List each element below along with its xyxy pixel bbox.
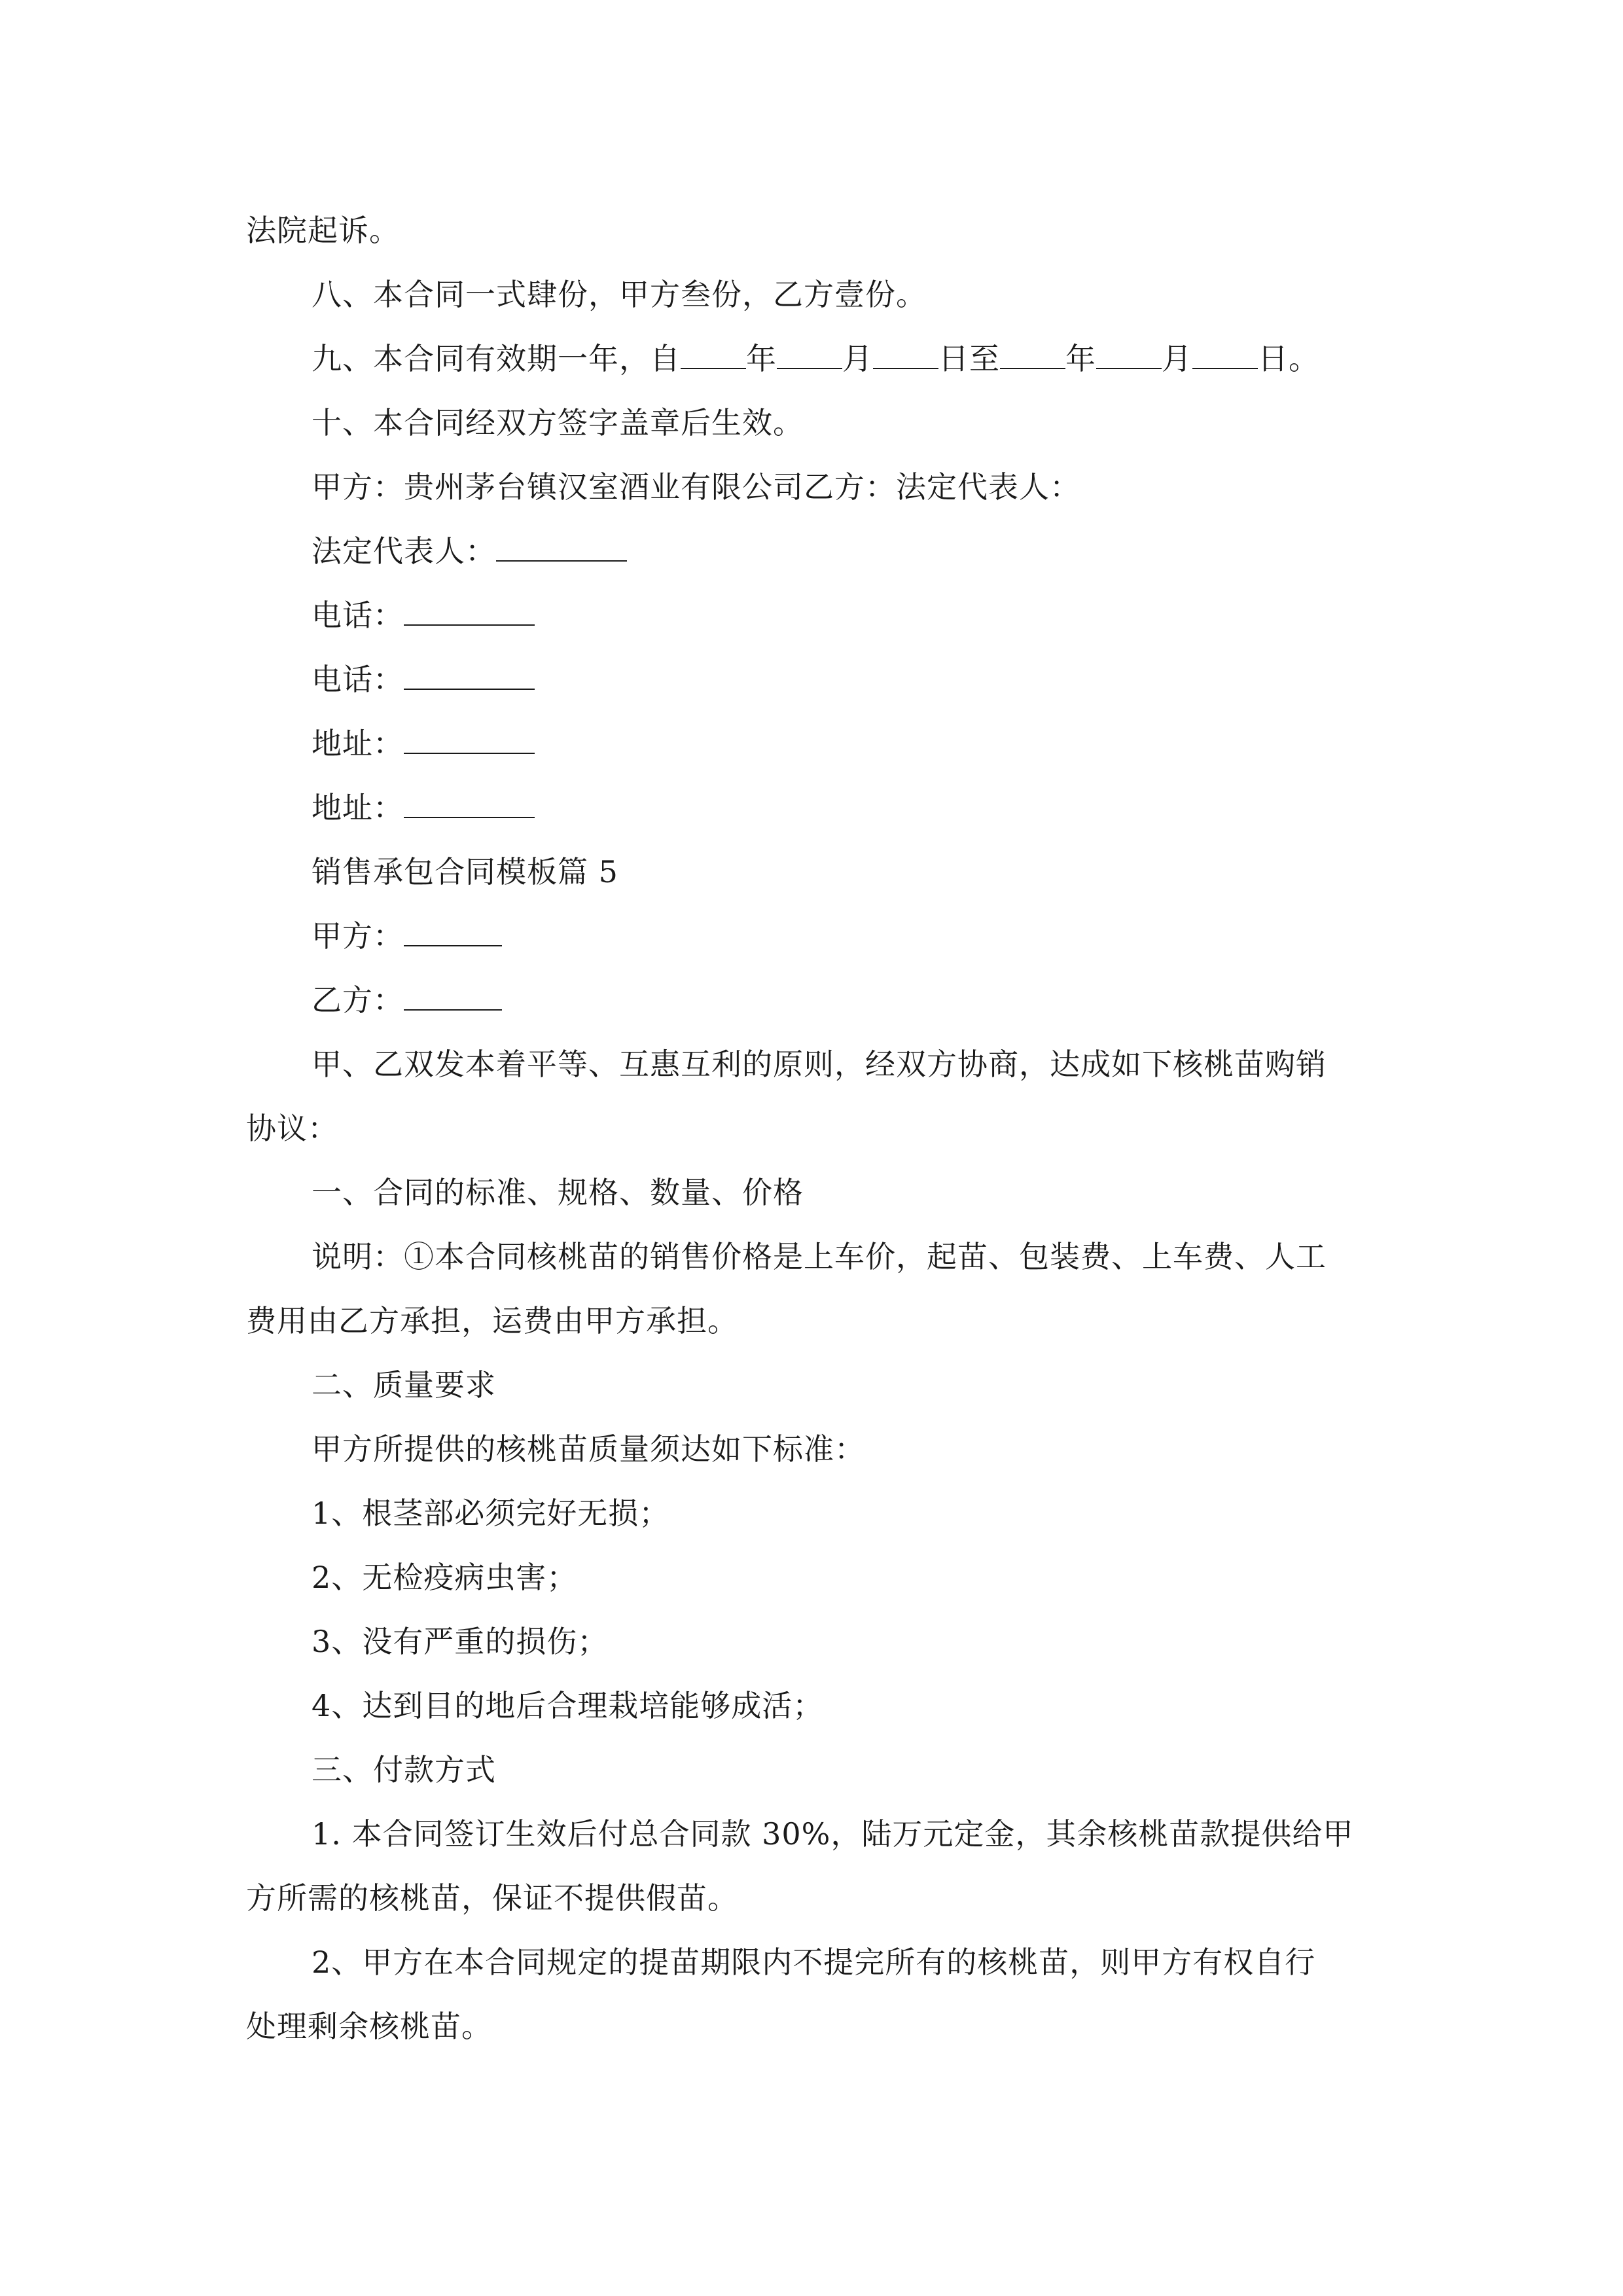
day-label: 日。: [1258, 341, 1319, 376]
text-line: 处理剩余核桃苗。: [246, 2009, 492, 2044]
text-line: 甲、乙双发本着平等、互惠互利的原则，经双方协商，达成如下核桃苗购销: [312, 1047, 1327, 1082]
clause-9: [312, 339, 1319, 378]
section-title: 销售承包合同模板篇 5: [312, 854, 618, 889]
list-item: 1、根茎部必须完好无损；: [312, 1496, 670, 1531]
month-label: 月: [842, 341, 873, 376]
phone-line: [312, 596, 535, 635]
clause-9-text: 九、本合同有效期一年，自: [312, 341, 681, 376]
clause-8: 八、本合同一式肆份，甲方叁份，乙方壹份。: [312, 277, 927, 312]
text-line: 方所需的核桃苗，保证不提供假苗。: [246, 1880, 738, 1916]
year-label: 年: [746, 341, 777, 376]
party-line: 甲方：贵州茅台镇汉室酒业有限公司乙方：法定代表人：: [312, 469, 1080, 505]
text-line: 说明：①本合同核桃苗的销售价格是上车价，起苗、包装费、上车费、人工: [312, 1239, 1327, 1274]
day-to-label: 日至: [938, 341, 1000, 376]
address-line: [312, 724, 535, 763]
text-line: 费用由乙方承担，运费由甲方承担。: [246, 1303, 738, 1338]
legal-rep-label: 法定代表人：: [312, 533, 496, 569]
text-line: 协议：: [246, 1111, 338, 1146]
phone-label: 电话：: [312, 598, 404, 633]
text-line: 法院起诉。: [246, 213, 400, 248]
heading-1: 一、合同的标准、规格、数量、价格: [312, 1175, 804, 1210]
legal-rep-line: [312, 531, 627, 571]
blank-field: [404, 724, 535, 754]
year-label: 年: [1065, 341, 1096, 376]
blank-field: [1096, 339, 1162, 369]
blank-field: [496, 531, 627, 562]
address-line: [312, 788, 535, 827]
heading-2: 二、质量要求: [312, 1367, 496, 1403]
clause-10: 十、本合同经双方签字盖章后生效。: [312, 405, 804, 440]
party-a-label: 甲方：: [312, 918, 404, 954]
blank-field: [777, 339, 842, 369]
blank-field: [404, 916, 502, 946]
list-item: 2、无检疫病虫害；: [312, 1560, 578, 1595]
party-a-line: [312, 916, 502, 956]
text-line: 1. 本合同签订生效后付总合同款 30%，陆万元定金，其余核桃苗款提供给甲: [312, 1816, 1354, 1852]
blank-field: [404, 596, 535, 626]
list-item: 3、没有严重的损伤；: [312, 1624, 609, 1659]
text-line: 甲方所提供的核桃苗质量须达如下标准：: [312, 1431, 865, 1467]
phone-line: [312, 660, 535, 699]
blank-field: [404, 980, 502, 1011]
phone-label: 电话：: [312, 662, 404, 697]
blank-field: [404, 660, 535, 690]
party-b-line: [312, 980, 502, 1020]
blank-field: [404, 788, 535, 818]
list-item: 4、达到目的地后合理栽培能够成活；: [312, 1688, 824, 1723]
month-label: 月: [1162, 341, 1192, 376]
blank-field: [1000, 339, 1065, 369]
blank-field: [873, 339, 938, 369]
address-label: 地址：: [312, 790, 404, 825]
blank-field: [681, 339, 746, 369]
party-b-label: 乙方：: [312, 982, 404, 1018]
text-line: 2、甲方在本合同规定的提苗期限内不提完所有的核桃苗，则甲方有权自行: [312, 1945, 1316, 1980]
address-label: 地址：: [312, 726, 404, 761]
blank-field: [1192, 339, 1258, 369]
heading-3: 三、付款方式: [312, 1752, 496, 1787]
